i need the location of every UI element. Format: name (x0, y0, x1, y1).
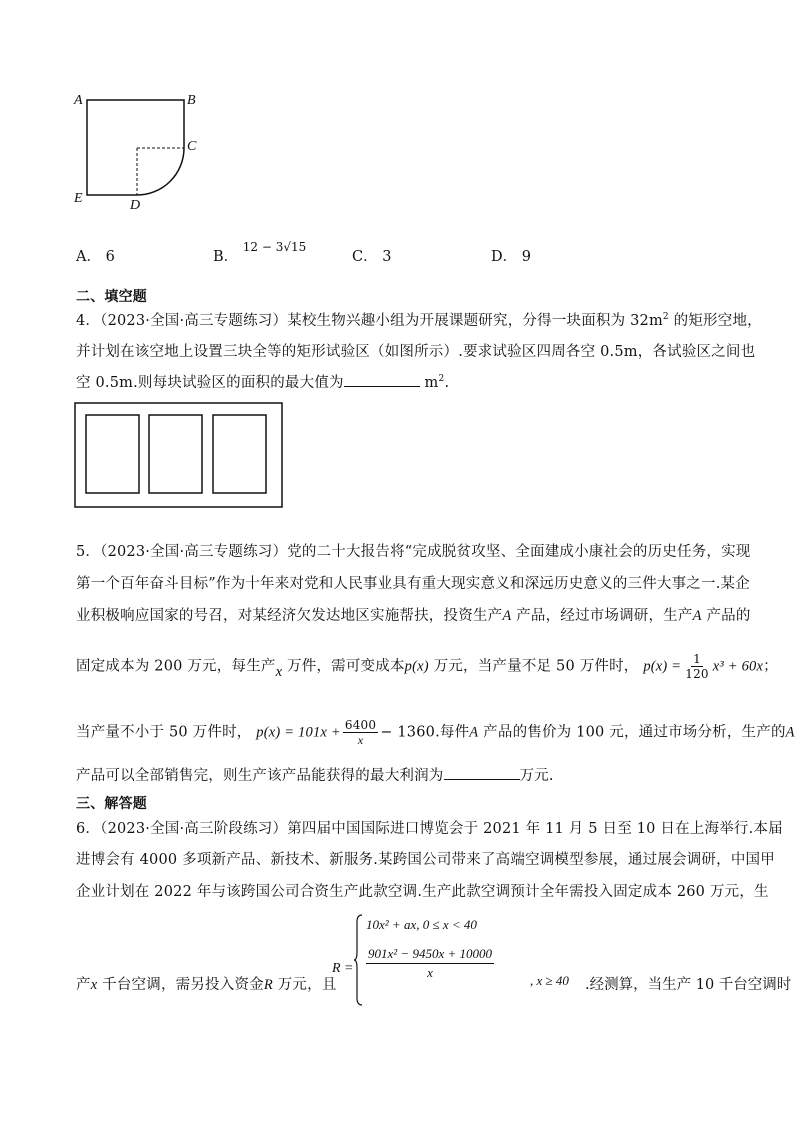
q4-line2: 并计划在该空地上设置三块全等的矩形试验区（如图所示）.要求试验区四周各空 0.5m，各试验区之间也 (76, 344, 756, 360)
section-title-fill-blank: 二、填空题 (76, 289, 147, 305)
fraction-1-120: $\frac{1}{120}$ (685, 652, 709, 681)
case-2: $\frac{\text{901x² − 9450x + 10000}}{x}$ (368, 946, 492, 980)
q6-line1: 6．（2023·全国·高三阶段练习）第四届中国国际进口博览会于 2021 年 11 月 5 日至 10 日在上海举行.本届 (76, 821, 783, 837)
q6-line4-tail: .经测算，当生产 10 千台空调时 (585, 977, 792, 993)
option-d[interactable]: D． 9 (491, 249, 531, 265)
q5-line1: 5．（2023·全国·高三专题练习）党的二十大报告将“完成脱贫攻坚、全面建成小康社会的历史任务，实现 (76, 544, 751, 560)
fraction-6400-x: $\frac{6400}{x}$ (344, 718, 377, 747)
option-c[interactable]: C． 3 (352, 249, 392, 265)
label-a: A (74, 93, 83, 108)
section-title-solution: 三、解答题 (76, 796, 147, 812)
option-a[interactable]: A． 6 (76, 249, 115, 265)
q5-line4: 固定成本为 200 万元，每生产x 万件，需可变成本p(x) 万元，当产量不足 50 万件时， p(x) = $\frac{1}{120}$ x³ + 60x； (76, 652, 778, 681)
case-1: 10x² + ax, 0 ≤ x < 40 (366, 917, 477, 932)
plots-figure (74, 402, 284, 508)
q4-line3: 空 0.5m.则每块试验区的面积的最大值为 $m^2$. (76, 371, 449, 392)
label-c: C (187, 139, 197, 154)
brace-icon (353, 914, 363, 1006)
q5-line2: 第一个百年奋斗目标”作为十年来对党和人民事业具有重大现实意义和深远历史意义的三件大事之一.某企 (76, 576, 750, 592)
q5-answer-blank[interactable] (444, 765, 520, 780)
q6-line2: 进博会有 4000 多项新产品、新技术、新服务.某跨国公司带来了高端空调模型参展，通过展会调研，中国甲 (76, 852, 775, 868)
q6-line3: 企业计划在 2022 年与该跨国公司合资生产此款空调.生产此款空调预计全年需投入固定成本 260 万元，生 (76, 884, 769, 900)
label-d: D (130, 198, 141, 213)
r-equals: R = (332, 961, 354, 976)
plot-1 (86, 415, 139, 493)
label-e: E (74, 191, 83, 206)
plot-2 (149, 415, 202, 493)
q5-line3: 业积极响应国家的号召，对某经济欠发达地区实施帮扶，投资生产A 产品，经过市场调研，生产A 产品的 (76, 608, 751, 624)
q5-line6: 产品可以全部销售完，则生产该产品能获得的最大利润为 万元. (76, 764, 554, 785)
q5-line5: 当产量不小于 50 万件时， p(x) = 101x + $\frac{6400}{x}$ − 1360.每件A 产品的售价为 100 元，通过市场分析，生产的A (76, 718, 795, 747)
option-b[interactable]: B． $^{12 - 3√15}$ (213, 240, 307, 265)
plot-3 (213, 415, 266, 493)
case-2-condition: , x ≥ 40 (530, 973, 569, 988)
q4-line1: 4．（2023·全国·高三专题练习）某校生物兴趣小组为开展课题研究，分得一块面积为 $32m^2$ 的矩形空地， (76, 312, 762, 329)
outer-field (75, 403, 282, 507)
q4-answer-blank[interactable] (344, 372, 420, 387)
q6-line4: 产x 千台空调，需另投入资金R 万元，且 (76, 977, 337, 993)
label-b: B (187, 93, 196, 108)
